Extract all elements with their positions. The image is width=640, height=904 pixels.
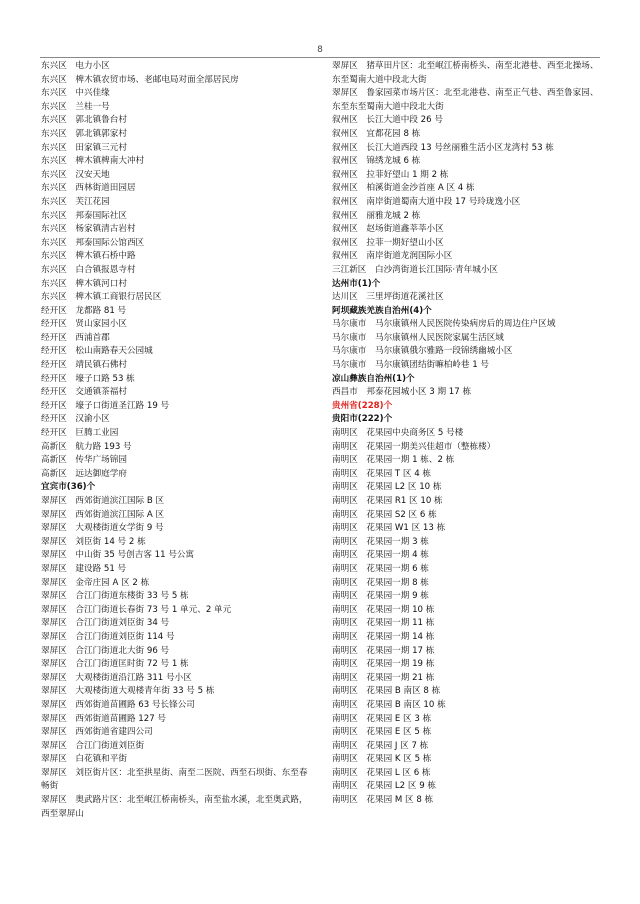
address-entry: 南明区 花果园一期 3 栋 [332,536,429,547]
address-entry: 东兴区 汉安天地 [41,169,110,180]
address-entry: 南明区 花果园一期 1 栋、2 栋 [332,455,455,466]
address-entry: 南明区 花果园一期美兴佳超市（整栋楼） [332,441,496,452]
address-entry: 翠屏区 合江门街道北大街 96 号 [41,645,170,656]
address-entry: 翠屏区 奥武路片区：北至岷江桥南桥头，南至盐水溪，北至奥武路，西至翠屏山 [41,795,308,819]
address-entry: 翠屏区 合江门街道刘臣街 34 号 [41,618,170,629]
address-entry: 东兴区 椑木镇农贸市场、老邮电局对面全部居民房 [41,74,239,85]
address-entry: 叙州区 拉菲一期好望山小区 [332,237,444,248]
address-entry: 南明区 花果园中央商务区 5 号楼 [332,428,464,439]
address-entry: 南明区 花果园 L2 区 9 栋 [332,781,436,792]
address-entry: 翠屏区 合江门街道长春街 73 号 1 单元、2 单元 [41,604,232,615]
page-number: 8 [317,45,323,55]
address-entry: 东兴区 椑木镇工商银行居民区 [41,292,162,303]
address-entry: 翠屏区 大观楼街道大观楼青年街 33 号 5 栋 [41,686,215,697]
address-entry: 翠屏区 鲁家园菜市场片区：北至北港巷、南至正气巷、西至鲁家园、东至东至蜀南大道中段北大街 [332,88,599,112]
address-entry: 南明区 花果园一期 21 栋 [332,672,435,683]
address-entry: 三江新区 白沙湾街道长江国际·青年城小区 [332,264,499,275]
right-column [332,60,604,808]
address-entry: 高新区 航力路 193 号 [41,441,132,452]
address-entry: 南明区 花果园一期 19 栋 [332,659,435,670]
address-entry: 经开区 龙都路 81 号 [41,305,127,316]
address-entry: 翠屏区 合江门街道东楼街 33 号 5 栋 [41,591,189,602]
address-entry: 南明区 花果园 L 区 6 栋 [332,767,431,778]
address-entry: 东兴区 椑木镇椑南大冲村 [41,156,145,167]
address-entry: 翠屏区 大观楼街道女学街 9 号 [41,523,164,534]
address-entry: 翠屏区 西郊街道苗圃路 63 号长锋公司 [41,699,195,710]
address-entry: 高新区 远达御庭学府 [41,468,127,479]
address-entry: 南明区 花果园 L2 区 10 栋 [332,482,442,493]
address-entry: 达川区 三里坪街道花溪社区 [332,292,444,303]
address-entry: 马尔康市 马尔康镇州人民医院家属生活区域 [332,332,504,343]
address-entry: 东兴区 郭北镇鲁台村 [41,115,127,126]
address-entry: 叙州区 赵场街道鑫莘莘小区 [332,224,444,235]
region-heading: 达州市(1)个 [332,278,381,289]
address-entry: 翠屏区 刘臣街 14 号 2 栋 [41,536,146,547]
address-entry: 翠屏区 大观楼街道沿江路 311 号小区 [41,672,192,683]
address-entry: 叙州区 宜都花园 8 栋 [332,128,421,139]
address-entry: 叙州区 丽雅龙城 2 栋 [332,210,421,221]
address-entry: 翠屏区 西郊街道滨江国际 B 区 [41,496,165,506]
address-entry: 南明区 花果园一期 9 栋 [332,591,429,602]
address-entry: 东兴区 椑木镇石桥中路 [41,251,136,262]
region-heading: 贵阳市(222)个 [332,414,393,425]
address-entry: 南明区 花果园 K 区 5 栋 [332,754,432,765]
address-entry: 南明区 花果园一期 14 栋 [332,631,435,642]
region-heading: 贵州省(228)个 [332,400,393,411]
address-entry: 翠屏区 西郊街道滨江国际 A 区 [41,509,165,520]
address-entry: 东兴区 芙江花园 [41,196,110,207]
address-entry: 南明区 花果园一期 10 栋 [332,604,435,615]
address-entry: 马尔康市 马尔康镇俄尔雅路一段锦绣幽城小区 [332,346,513,357]
address-entry: 东兴区 邦泰国际社区 [41,210,127,221]
address-entry: 翠屏区 西郊街道苗圃路 127 号 [41,713,166,724]
address-entry: 南明区 花果园 E 区 5 栋 [332,727,432,738]
address-entry: 南明区 花果园一期 17 栋 [332,645,435,656]
address-entry: 经开区 贤山家园小区 [41,319,127,330]
address-entry: 翠屏区 猪草田片区：北至岷江桥南桥头、南至北港巷、西至北操场、东至蜀南大道中段北大街 [332,61,599,85]
address-entry: 南明区 花果园 J 区 7 栋 [332,740,429,751]
left-column [41,60,313,821]
region-heading: 凉山彝族自治州(1)个 [332,373,415,384]
address-entry: 东兴区 中兴佳缘 [41,88,110,99]
address-entry: 南明区 花果园 M 区 8 栋 [332,795,434,806]
address-entry: 叙州区 锦绣龙城 6 栋 [332,156,421,167]
address-entry: 叙州区 柏溪街道金沙首座 A 区 4 栋 [332,183,475,194]
address-entry: 南明区 花果园 S2 区 6 栋 [332,509,437,520]
address-entry: 南明区 花果园一期 8 栋 [332,577,429,588]
address-entry: 翠屏区 合江门街道刘臣街 114 号 [41,631,175,642]
address-entry: 南明区 花果园 E 区 3 栋 [332,713,432,724]
address-entry: 南明区 花果园 B 南区 10 栋 [332,699,446,710]
address-entry: 东兴区 椑木镇河口村 [41,278,127,289]
address-entry: 翠屏区 合江门街道刘臣街 [41,740,145,751]
region-heading: 宜宾市(36)个 [41,482,96,493]
address-entry: 叙州区 长江大道中段 26 号 [332,115,443,126]
address-entry: 叙州区 长江大道西段 13 号丝丽雅生活小区龙湾村 53 栋 [332,142,554,153]
address-entry: 东兴区 白合镇报恩寺村 [41,264,136,275]
address-entry: 经开区 松山南路春天公园城 [41,346,153,357]
address-entry: 经开区 汉渝小区 [41,414,110,425]
address-entry: 经开区 交通镇茶福村 [41,387,127,398]
address-entry: 翠屏区 刘臣街片区：北至拱星街、南至二医院、西至石坝街、东至春畅街 [41,767,308,792]
address-entry: 经开区 壕子口街道圣江路 19 号 [41,400,170,411]
header-rule [40,57,600,58]
region-heading: 阿坝藏族羌族自治州(4)个 [332,305,432,316]
address-entry: 翠屏区 合江门街道匡时街 72 号 1 栋 [41,659,189,670]
address-entry: 南明区 花果园一期 4 栋 [332,550,429,561]
address-entry: 南明区 花果园一期 6 栋 [332,563,429,574]
address-entry: 高新区 传华广场锦园 [41,455,127,466]
address-entry: 南明区 花果园 R1 区 10 栋 [332,496,443,506]
address-entry: 经开区 靖民镇石佛村 [41,360,127,371]
address-entry: 东兴区 杨家镇清古岩村 [41,224,136,235]
address-entry: 西昌市 邦泰花园城小区 3 期 17 栋 [332,387,472,398]
address-entry: 南明区 花果园一期 11 栋 [332,618,435,629]
address-entry: 南明区 花果园 W1 区 13 栋 [332,523,446,534]
address-entry: 南明区 花果园 T 区 4 栋 [332,468,431,479]
address-entry: 马尔康市 马尔康镇州人民医院传染病房后的周边住户区域 [332,319,556,330]
address-entry: 东兴区 兰桂一号 [41,101,110,112]
address-entry: 东兴区 西林街道田园居 [41,183,136,194]
address-entry: 南明区 花果园 B 南区 8 栋 [332,686,441,697]
address-entry: 经开区 巨腾工业园 [41,428,119,439]
address-entry: 翠屏区 西郊街道省建四公司 [41,727,153,738]
address-entry: 东兴区 田家镇三元村 [41,142,127,153]
address-entry: 马尔康市 马尔康镇团结街嘛柏岭巷 1 号 [332,360,490,371]
address-entry: 东兴区 邦泰国际公馆西区 [41,237,145,248]
address-entry: 翠屏区 白花镇和平街 [41,754,127,765]
address-entry: 翠屏区 建设路 51 号 [41,563,127,574]
address-entry: 经开区 壕子口路 53 栋 [41,373,135,384]
address-entry: 经开区 西浦首郡 [41,332,110,343]
address-entry: 叙州区 拉菲好望山 1 期 2 栋 [332,169,449,180]
address-entry: 叙州区 南岸街道龙润国际小区 [332,251,453,262]
address-entry: 东兴区 电力小区 [41,61,110,71]
address-entry: 叙州区 南岸街道蜀南大道中段 17 号玲珑逸小区 [332,196,521,207]
address-entry: 翠屏区 金帝庄园 A 区 2 栋 [41,577,150,588]
address-entry: 东兴区 郭北镇郭家村 [41,128,127,139]
address-entry: 翠屏区 中山街 35 号创吉客 11 号公寓 [41,550,195,561]
